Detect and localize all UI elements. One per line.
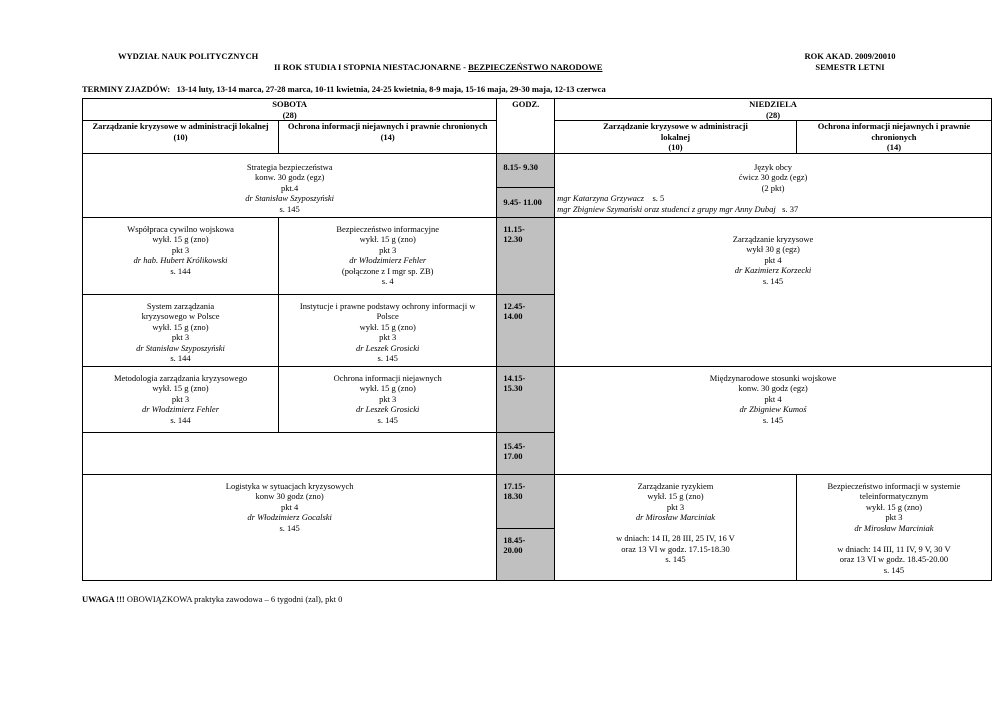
class-ochrona-informacji: Ochrona informacji niejawnych wykł. 15 g (zno) pkt 3 dr Leszek Grosicki s. 145 [279, 366, 497, 432]
sunday-header: NIEDZIELA (28) [555, 99, 992, 121]
footer-note [82, 594, 342, 605]
class-zarzadzanie-kryzysowe: Zarządzanie kryzysowe wykł 30 g (egz) pkt 4 dr Kazimierz Korzecki s. 145 [555, 217, 992, 366]
sat-group-a-header: Zarządzanie kryzysowe w administracji lokalnej (10) [83, 121, 279, 154]
program-major: BEZPIECZEŃSTWO NARODOWE [468, 62, 603, 72]
class-strategia: Strategia bezpieczeństwa konw. 30 godz (egz) pkt.4 dr Stanisław Szyposzyński s. 145 [83, 153, 497, 217]
class-wspolpraca: Współpraca cywilno wojskowa wykł. 15 g (zno) pkt 3 dr hab. Hubert Królikowski s. 144 [83, 217, 279, 294]
class-metodologia: Metodologia zarządzania kryzysowego wykł. 15 g (zno) pkt 3 dr Włodzimierz Fehler s. 144 [83, 366, 279, 432]
sun-group-b-header: Ochrona informacji niejawnych i prawnie chronionych (14) [796, 121, 991, 154]
sun-group-a-header: Zarządzanie kryzysowe w administracji lokalnej (10) [555, 121, 797, 154]
program-title [274, 62, 602, 73]
class-miedzynarodowe: Międzynarodowe stosunki wojskowe konw. 30 godz (egz) pkt 4 dr Zbigniew Kumoś s. 145 [555, 366, 992, 474]
sat-group-b-header: Ochrona informacji niejawnych i prawnie chronionych (14) [279, 121, 497, 154]
academic-year: ROK AKAD. 2009/20010 [804, 51, 896, 61]
terms-line [82, 84, 606, 95]
hours-header: GODZ. [497, 99, 555, 154]
slot-1115: 11.15- 12.30 [497, 217, 555, 294]
terms-label: TERMINY ZJAZDÓW: [82, 84, 171, 94]
class-jezyk-obcy: Język obcy ćwicz 30 godz (egz) (2 pkt) mgr Katarzyna Grzywacz s. 5 mgr Zbigniew Szymański oraz studenci z grupy mgr Anny Dubaj s. 37 [555, 153, 992, 217]
warning-label: UWAGA !!! [82, 594, 125, 604]
slot-1545: 15.45- 17.00 [497, 432, 555, 474]
program-prefix: II ROK STUDIA I STOPNIA NIESTACJONARNE - [274, 62, 469, 72]
class-system-zarzadzania: System zarządzania kryzysowego w Polsce wykł. 15 g (zno) pkt 3 dr Stanisław Szyposzyński s. 144 [83, 294, 279, 366]
slot-1245: 12.45- 14.00 [497, 294, 555, 366]
schedule-table [82, 98, 992, 581]
slot-0945: 9.45- 11.00 [497, 187, 555, 217]
semester: SEMESTR LETNI [815, 62, 885, 72]
warning-text: OBOWIĄZKOWA praktyka zawodowa – 6 tygodni (zal), pkt 0 [126, 594, 343, 604]
slot-1845: 18.45- 20.00 [497, 528, 555, 580]
slot-1415: 14.15- 15.30 [497, 366, 555, 432]
saturday-header: SOBOTA (28) [83, 99, 497, 121]
class-instytucje: Instytucje i prawne podstawy ochrony informacji w Polsce wykł. 15 g (zno) pkt 3 dr Leszek Grosicki s. 145 [279, 294, 497, 366]
class-logistyka: Logistyka w sytuacjach kryzysowych konw 30 godz (zno) pkt 4 dr Włodzimierz Gocalski s. 145 [83, 474, 497, 580]
faculty-name: WYDZIAŁ NAUK POLITYCZNYCH [118, 51, 259, 61]
class-bezp-informacyjne: Bezpieczeństwo informacyjne wykł. 15 g (zno) pkt 3 dr Włodzimierz Fehler (połączone z I mgr sp. ZB) s. 4 [279, 217, 497, 294]
slot-1715: 17.15- 18.30 [497, 474, 555, 528]
class-zarzadzanie-ryzykiem: Zarządzanie ryzykiem wykł. 15 g (zno) pkt 3 dr Mirosław Marciniak w dniach: 14 II, 28 III, 25 IV, 16 V oraz 13 VI w godz. 17.15-18.30 s. 145 [555, 474, 797, 580]
class-bezp-teleinformatyczne: Bezpieczeństwo informacji w systemie teleinformatycznym wykł. 15 g (zno) pkt 3 dr Mirosław Marciniak w dniach: 14 III, 11 IV, 9 V, 30 V oraz 13 VI w godz. 18.45-20.00 s. 145 [796, 474, 991, 580]
empty-saturday-1545 [83, 432, 497, 474]
terms-value: 13-14 luty, 13-14 marca, 27-28 marca, 10-11 kwietnia, 24-25 kwietnia, 8-9 maja, 15-16 maja, 29-30 maja, 12-13 czerwca [176, 84, 606, 94]
slot-0815: 8.15- 9.30 [497, 153, 555, 187]
